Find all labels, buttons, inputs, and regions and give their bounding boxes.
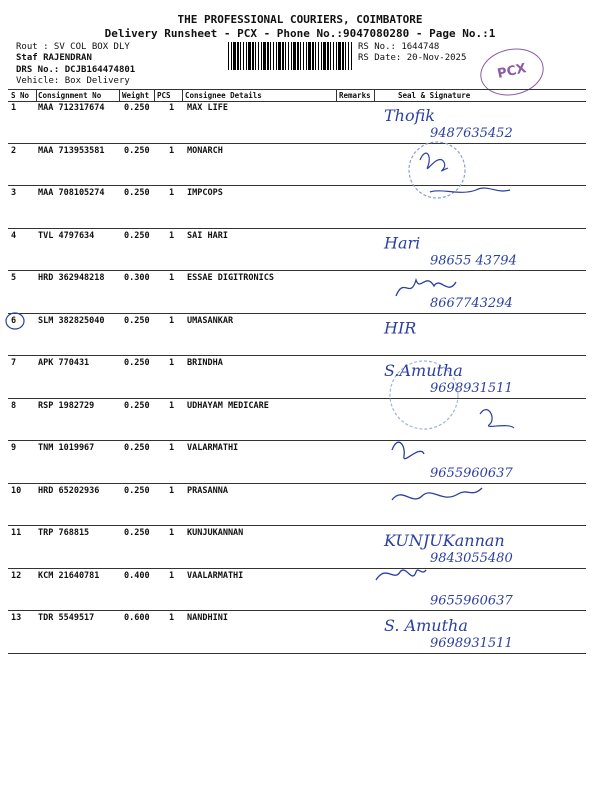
- barcode-bar: [321, 42, 322, 70]
- consignment-number: APK 770431: [38, 358, 90, 368]
- pieces-count: 1: [169, 103, 175, 113]
- rs-number: RS No.: 1644748: [358, 42, 440, 52]
- handwritten-phone: 9655960637: [430, 593, 513, 609]
- serial-number: 1: [11, 103, 17, 113]
- barcode-bar: [348, 42, 349, 70]
- serial-number: 12: [11, 570, 22, 581]
- barcode-bar: [300, 42, 301, 70]
- barcode-bar: [336, 42, 337, 70]
- barcode-bar: [282, 42, 284, 70]
- pieces-count: 1: [169, 443, 175, 453]
- consignee-name: VAALARMATHI: [187, 570, 244, 581]
- serial-number: 8: [11, 400, 17, 411]
- barcode-bar: [338, 42, 341, 70]
- consignee-name: UMASANKAR: [187, 315, 234, 326]
- handwritten-name: HIR: [384, 318, 417, 338]
- table-row: [0, 613, 600, 655]
- barcode-bar: [255, 42, 256, 70]
- barcode-image: [228, 42, 354, 70]
- serial-number: 10: [11, 485, 22, 496]
- pieces-count: 1: [169, 273, 175, 283]
- pieces-count: 1: [169, 145, 175, 156]
- consignee-name: VALARMATHI: [187, 443, 239, 453]
- consignee-name: BRINDHA: [187, 358, 223, 368]
- barcode-bar: [308, 42, 311, 70]
- serial-number: 5: [11, 273, 17, 283]
- handwritten-phone: 9698931511: [430, 636, 513, 651]
- table-row: [0, 103, 600, 145]
- consignment-number: MAA 713953581: [38, 145, 105, 156]
- barcode-bar: [248, 42, 251, 70]
- consignee-name: MAX LIFE: [187, 103, 228, 113]
- col-consignment: Consignment No: [38, 91, 102, 100]
- consignment-number: MAA 708105274: [38, 188, 105, 198]
- consignment-number: TDR 5549517: [38, 613, 95, 623]
- row-divider: [8, 270, 586, 271]
- pieces-count: 1: [169, 315, 175, 326]
- handwritten-name: Thofik: [384, 106, 435, 125]
- row-divider: [8, 398, 586, 399]
- consignee-name: ESSAE DIGITRONICS: [187, 273, 274, 283]
- barcode-bar: [237, 42, 239, 70]
- row-divider: [8, 653, 586, 654]
- barcode-bar: [342, 42, 344, 70]
- column-divider: [36, 89, 37, 101]
- row-divider: [8, 610, 586, 611]
- barcode-bar: [297, 42, 299, 70]
- table-row: [0, 401, 600, 443]
- barcode-bar: [291, 42, 292, 70]
- serial-number: 7: [11, 358, 17, 368]
- weight-value: 0.250: [124, 400, 150, 411]
- barcode-bar: [351, 42, 352, 70]
- table-row: [0, 316, 600, 358]
- row-divider: [8, 483, 586, 484]
- pieces-count: 1: [169, 358, 175, 368]
- barcode-bar: [258, 42, 259, 70]
- barcode-bar: [278, 42, 281, 70]
- pcx-stamp: PCX: [476, 43, 548, 101]
- pieces-count: 1: [169, 528, 175, 538]
- rs-date: RS Date: 20-Nov-2025: [358, 53, 467, 63]
- barcode-bar: [288, 42, 289, 70]
- table-row: [0, 571, 600, 613]
- barcode-bar: [312, 42, 314, 70]
- col-pcs: PCS: [157, 91, 171, 100]
- serial-number: 3: [11, 188, 17, 198]
- serial-number: 13: [11, 613, 22, 623]
- table-row: [0, 231, 600, 273]
- row-divider: [8, 525, 586, 526]
- vehicle-label: Vehicle: Box Delivery: [16, 76, 130, 86]
- handwritten-phone: 8667743294: [430, 296, 513, 311]
- barcode-bar: [306, 42, 307, 70]
- page-title: THE PROFESSIONAL COURIERS, COIMBATORE: [177, 13, 423, 26]
- handwritten-name: S. Amutha: [384, 616, 468, 635]
- barcode-bar: [246, 42, 247, 70]
- barcode-bar: [330, 42, 331, 70]
- barcode-bar: [231, 42, 232, 70]
- barcode-bar: [270, 42, 271, 70]
- barcode-bar: [333, 42, 334, 70]
- weight-value: 0.250: [124, 485, 150, 496]
- barcode-bar: [252, 42, 254, 70]
- barcode-bar: [303, 42, 304, 70]
- barcode-bar: [263, 42, 266, 70]
- weight-value: 0.250: [124, 358, 150, 368]
- table-row: [0, 443, 600, 485]
- pieces-count: 1: [169, 570, 175, 581]
- weight-value: 0.250: [124, 145, 150, 156]
- column-divider: [182, 89, 183, 101]
- serial-number: 4: [11, 230, 17, 241]
- handwritten-phone: 98655 43794: [430, 253, 517, 269]
- weight-value: 0.250: [124, 230, 150, 241]
- consignment-number: RSP 1982729: [38, 400, 95, 411]
- barcode-bar: [243, 42, 244, 70]
- consignee-name: MONARCH: [187, 145, 223, 156]
- table-row: [0, 146, 600, 188]
- row-divider: [8, 228, 586, 229]
- drs-number: DRS No.: DCJB164474801: [16, 65, 136, 75]
- barcode-bar: [267, 42, 269, 70]
- consignment-number: HRD 362948218: [38, 273, 105, 283]
- col-consignee: Consignee Details: [185, 91, 262, 100]
- handwritten-phone: 9843055480: [430, 551, 513, 566]
- table-header-border: [8, 101, 586, 102]
- pieces-count: 1: [169, 188, 175, 198]
- consignee-name: KUNJUKANNAN: [187, 528, 244, 538]
- barcode-bar: [285, 42, 286, 70]
- barcode-bar: [261, 42, 262, 70]
- column-divider: [374, 89, 375, 101]
- barcode-bar: [240, 42, 241, 70]
- col-signature: Seal & Signature: [398, 91, 471, 100]
- column-divider: [154, 89, 155, 101]
- row-divider: [8, 185, 586, 186]
- consignment-number: KCM 21640781: [38, 570, 100, 581]
- column-divider: [336, 89, 337, 101]
- barcode-bar: [345, 42, 346, 70]
- table-row: [0, 528, 600, 570]
- consignee-name: PRASANNA: [187, 485, 228, 496]
- barcode-bar: [276, 42, 277, 70]
- barcode-bar: [233, 42, 236, 70]
- consignment-number: TNM 1019967: [38, 443, 95, 453]
- row-divider: [8, 568, 586, 569]
- weight-value: 0.250: [124, 315, 150, 326]
- handwritten-name: S.Amutha: [384, 361, 463, 380]
- weight-value: 0.250: [124, 443, 150, 453]
- barcode-bar: [318, 42, 319, 70]
- consignee-name: NANDHINI: [187, 613, 228, 623]
- row-divider: [8, 143, 586, 144]
- barcode-bar: [273, 42, 274, 70]
- handwritten-name: Hari: [384, 233, 421, 253]
- handwritten-phone: 9487635452: [430, 126, 513, 141]
- table-row: [0, 273, 600, 315]
- staff-label: Staf RAJENDRAN: [16, 53, 92, 63]
- serial-number: 9: [11, 443, 17, 453]
- weight-value: 0.250: [124, 528, 150, 538]
- barcode-bar: [327, 42, 329, 70]
- barcode-bar: [293, 42, 296, 70]
- table-row: [0, 486, 600, 528]
- handwritten-phone: 9655960637: [430, 466, 513, 481]
- consignment-number: MAA 712317674: [38, 103, 105, 113]
- barcode-bar: [315, 42, 316, 70]
- weight-value: 0.250: [124, 103, 150, 113]
- serial-number: 6: [11, 315, 17, 326]
- col-sno: S No: [11, 91, 30, 100]
- handwritten-phone: 9698931511: [430, 381, 513, 396]
- weight-value: 0.600: [124, 613, 150, 623]
- route-label: Rout : SV COL BOX DLY: [16, 42, 130, 52]
- row-divider: [8, 440, 586, 441]
- table-top-border: [8, 89, 586, 90]
- col-remarks: Remarks: [339, 91, 371, 100]
- pieces-count: 1: [169, 485, 175, 496]
- weight-value: 0.300: [124, 273, 150, 283]
- row-divider: [8, 355, 586, 356]
- pieces-count: 1: [169, 613, 175, 623]
- consignee-name: UDHAYAM MEDICARE: [187, 400, 269, 411]
- barcode-bar: [323, 42, 326, 70]
- column-divider: [119, 89, 120, 101]
- runsheet-subtitle: Delivery Runsheet - PCX - Phone No.:9047080280 - Page No.:1: [104, 27, 496, 40]
- col-weight: Weight: [122, 91, 150, 100]
- pieces-count: 1: [169, 230, 175, 241]
- consignee-name: SAI HARI: [187, 230, 228, 241]
- consignment-number: TVL 4797634: [38, 230, 95, 241]
- serial-number: 2: [11, 145, 17, 156]
- handwritten-name: KUNJUKannan: [384, 531, 505, 550]
- pieces-count: 1: [169, 400, 175, 411]
- table-row: [0, 358, 600, 400]
- serial-number: 11: [11, 528, 22, 538]
- row-divider: [8, 313, 586, 314]
- barcode-bar: [228, 42, 229, 70]
- weight-value: 0.400: [124, 570, 150, 581]
- consignment-number: TRP 768815: [38, 528, 90, 538]
- weight-value: 0.250: [124, 188, 150, 198]
- consignment-number: SLM 382825040: [38, 315, 105, 326]
- consignment-number: HRD 65202936: [38, 485, 100, 496]
- consignee-name: IMPCOPS: [187, 188, 223, 198]
- table-row: [0, 188, 600, 230]
